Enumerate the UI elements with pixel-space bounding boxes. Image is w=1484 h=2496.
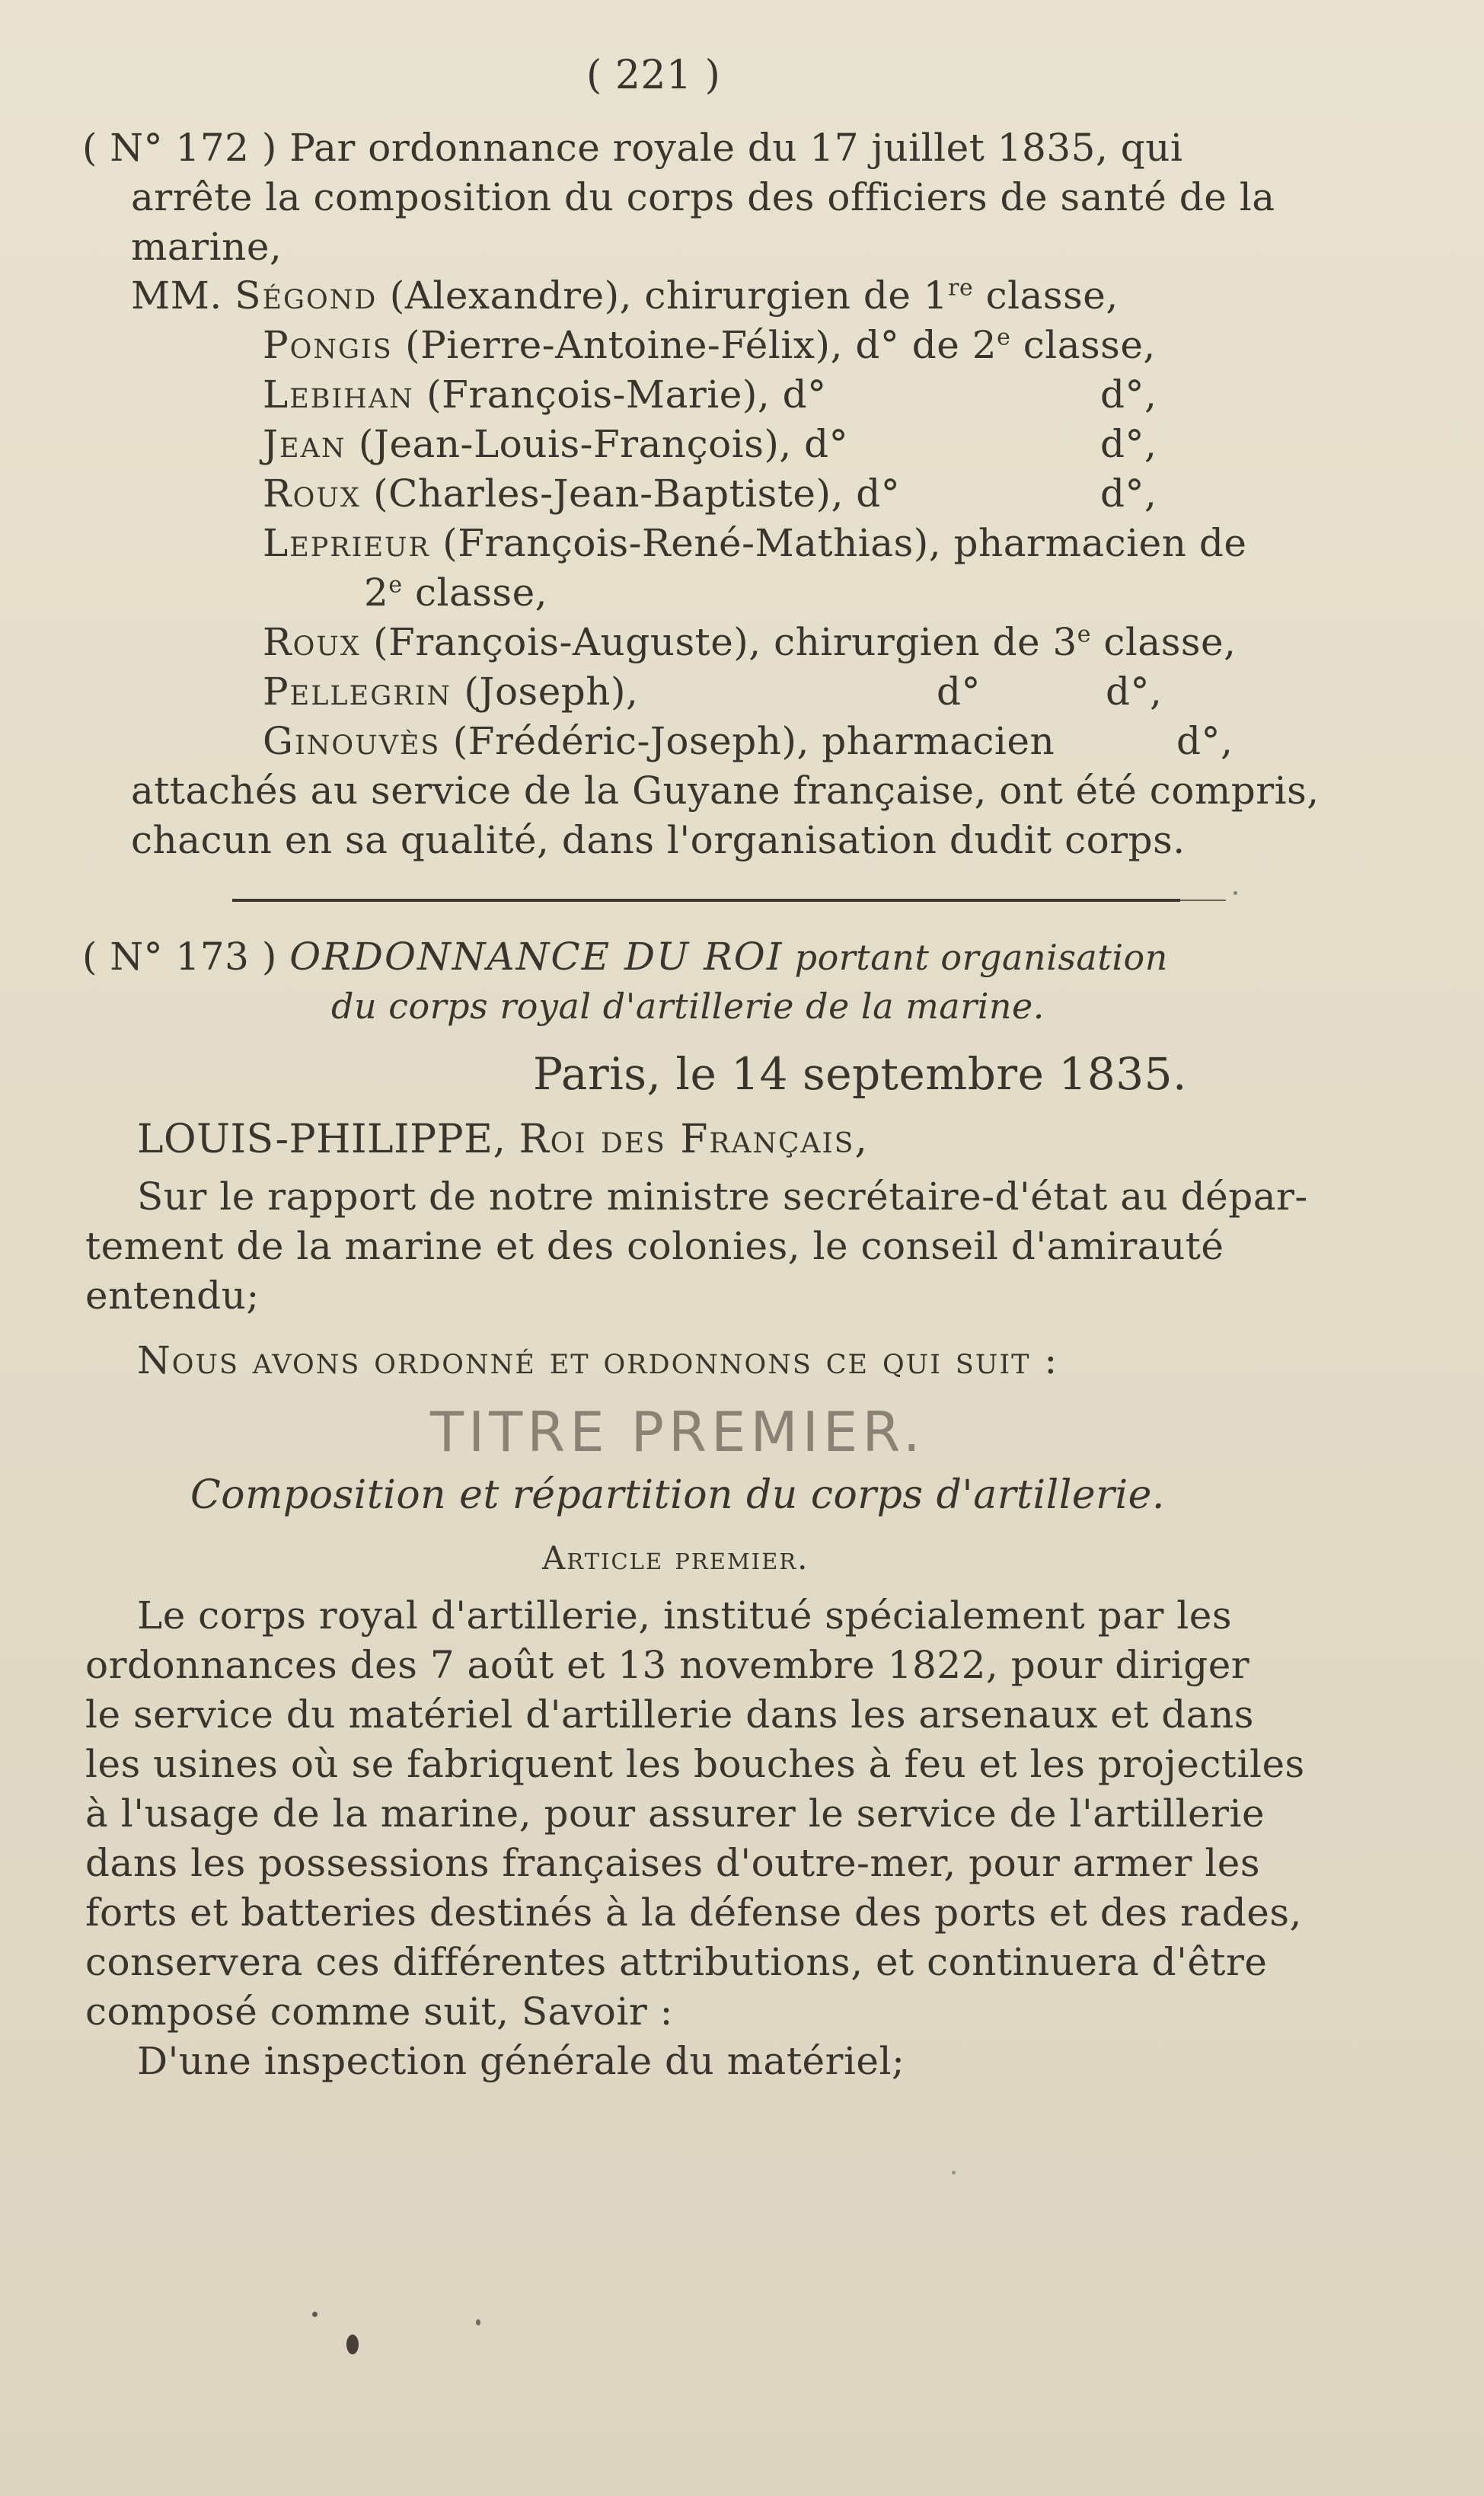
body-line: les usines où se fabriquent les bouches à feu et les projectiles [85, 1742, 1305, 1786]
personnel-row [131, 272, 1119, 319]
row-name: Lebihan [263, 372, 414, 417]
row-tail: classe, [1091, 620, 1237, 664]
row-rest: (Jean-Louis-François), d° [346, 422, 849, 466]
row-sup: re [948, 274, 974, 302]
row-rest: (Frédéric-Joseph), pharmacien [440, 719, 1055, 763]
row-rest: (François-Marie), d° [413, 372, 827, 417]
body-line: conservera ces différentes attributions, et continuera d'être [85, 1940, 1268, 1984]
personnel-row [263, 618, 1237, 666]
body-line: à l'usage de la marine, pour assurer le service de l'artillerie [85, 1791, 1265, 1836]
entry-172-line-2: arrête la composition du corps des officiers de santé de la [131, 175, 1275, 219]
king-name: LOUIS-PHILIPPE, [137, 1117, 506, 1162]
body-line: le service du matériel d'artillerie dans les arsenaux et dans [85, 1692, 1254, 1737]
preamble-line-3: entendu; [85, 1274, 260, 1318]
entry-172-line-1: ( N° 172 ) Par ordonnance royale du 17 juillet 1835, qui [82, 126, 1183, 170]
row-ditto: d° d°, [937, 670, 1163, 714]
row-name: Pongis [263, 323, 393, 367]
row-rest: 2 [364, 570, 389, 615]
personnel-row [263, 519, 1246, 567]
entry-173-title-caps: ORDONNANCE DU ROI [289, 935, 783, 979]
entry-173-title-line-2: du corps royal d'artillerie de la marine. [331, 986, 1045, 1027]
personnel-row [263, 321, 1156, 369]
ink-speck [346, 2335, 359, 2354]
personnel-row [263, 717, 1055, 765]
row-sup: e [997, 324, 1011, 351]
entry-172-closing-2: chacun en sa qualité, dans l'organisation dudit corps. [131, 818, 1186, 862]
row-name: Roux [263, 471, 361, 516]
body-line: composé comme suit, Savoir : [85, 1989, 673, 2034]
row-rest: (François-Auguste), chirurgien de 3 [360, 620, 1077, 664]
row-name: Roux [263, 620, 361, 664]
article-heading: Article premier. [542, 1539, 809, 1577]
entry-173-number: ( N° 173 ) [82, 935, 277, 979]
king-title: Roi des Français, [519, 1117, 869, 1162]
titre-subtitle: Composition et répartition du corps d'artillerie. [190, 1472, 1165, 1518]
row-rest: (Joseph), [452, 670, 639, 714]
body-line: forts et batteries destinés à la défense des ports et des rades, [85, 1890, 1302, 1935]
dateline: Paris, le 14 septembre 1835. [533, 1048, 1187, 1100]
ink-speck [476, 2319, 480, 2325]
page-number: ( 221 ) [586, 53, 721, 98]
personnel-row [263, 420, 848, 468]
row-name: Ginouvès [263, 719, 441, 763]
section-divider-tail [1180, 900, 1226, 901]
body-line: ordonnances des 7 août et 13 novembre 1822, pour diriger [85, 1643, 1250, 1687]
entry-173-title-rest: portant organisation [783, 937, 1168, 978]
personnel-row [263, 371, 827, 418]
body-last-line: D'une inspection générale du matériel; [137, 2039, 905, 2083]
row-sup: e [1077, 621, 1092, 648]
preamble-line-2: tement de la marine et des colonies, le conseil d'amirauté [85, 1224, 1224, 1268]
row-ditto: d°, [1176, 719, 1233, 763]
row-name: Leprieur [263, 521, 430, 565]
section-divider [232, 899, 1180, 902]
ordain-line: Nous avons ordonné et ordonnons ce qui suit : [137, 1338, 1059, 1382]
row-ditto: d°, [1100, 471, 1157, 516]
body-line: dans les possessions françaises d'outre-mer, pour armer les [85, 1841, 1261, 1885]
row-tail: classe, [402, 570, 548, 615]
titre-heading: TITRE PREMIER. [430, 1400, 925, 1464]
personnel-row [263, 470, 900, 517]
ink-speck [1233, 891, 1237, 895]
entry-173-heading [82, 933, 1168, 981]
row-ditto: d°, [1100, 372, 1157, 417]
ink-speck [312, 2312, 318, 2317]
row-prefix: MM. [131, 273, 235, 318]
king-line [137, 1116, 869, 1163]
row-sup: e [388, 571, 403, 599]
entry-172-closing-1: attachés au service de la Guyane française, ont été compris, [131, 769, 1320, 813]
row-rest: (Pierre-Antoine-Félix), d° de 2 [392, 323, 997, 367]
row-name: Pellegrin [263, 670, 452, 714]
row-ditto: d°, [1100, 422, 1157, 466]
row-tail: classe, [973, 273, 1119, 318]
row-tail: classe, [1010, 323, 1156, 367]
row-rest: (Charles-Jean-Baptiste), d° [360, 471, 901, 516]
row-name: Ségond [235, 273, 378, 318]
body-line: Le corps royal d'artillerie, institué spécialement par les [137, 1593, 1232, 1638]
entry-172-line-3: marine, [131, 225, 282, 269]
ink-speck [952, 2171, 956, 2175]
personnel-row [263, 668, 638, 715]
row-rest: (François-René-Mathias), pharmacien de [429, 521, 1247, 565]
preamble-line-1: Sur le rapport de notre ministre secrétaire-d'état au dépar- [137, 1174, 1308, 1219]
row-name: Jean [263, 422, 346, 466]
personnel-row [364, 569, 547, 616]
row-rest: (Alexandre), chirurgien de 1 [377, 273, 949, 318]
